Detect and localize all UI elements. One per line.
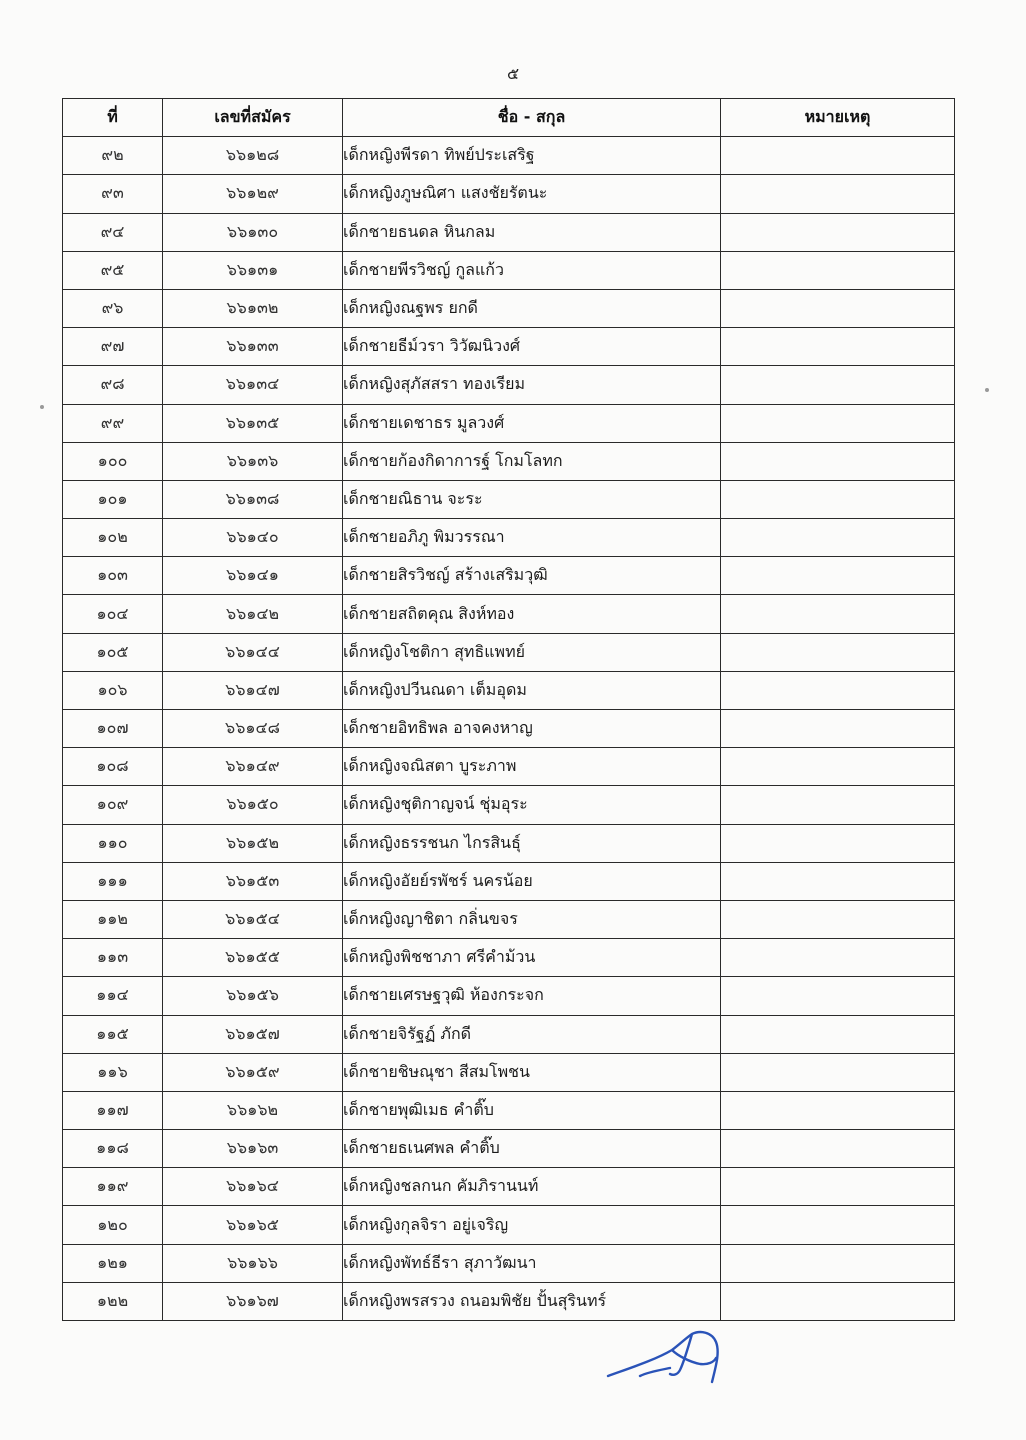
- remarks-cell: [721, 710, 955, 748]
- table-row: [63, 977, 955, 1015]
- table-row: [63, 1091, 955, 1129]
- application-id: ๖๖๑๓๓: [163, 328, 343, 366]
- row-number: ๑๒๐: [63, 1206, 163, 1244]
- student-name: เด็กชายสิรวิชญ์ สร้างเสริมวุฒิ: [343, 557, 721, 595]
- remarks-cell: [721, 862, 955, 900]
- row-number: ๑๐๘: [63, 748, 163, 786]
- application-id: ๖๖๑๕๐: [163, 786, 343, 824]
- student-name: เด็กหญิงชุติกาญจน์ ชุ่มอุระ: [343, 786, 721, 824]
- table-row: [63, 1053, 955, 1091]
- row-number: ๑๑๔: [63, 977, 163, 1015]
- table-row: [63, 824, 955, 862]
- table-row: [63, 328, 955, 366]
- application-id: ๖๖๑๕๙: [163, 1053, 343, 1091]
- remarks-cell: [721, 404, 955, 442]
- table-row: [63, 1130, 955, 1168]
- student-name: เด็กหญิงพรสรวง ถนอมพิชัย ปั้นสุรินทร์: [343, 1282, 721, 1320]
- row-number: ๑๑๙: [63, 1168, 163, 1206]
- table-row: [63, 251, 955, 289]
- roster-table: [62, 98, 955, 1321]
- application-id: ๖๖๑๖๗: [163, 1282, 343, 1320]
- student-name: เด็กชายเศรษฐวุฒิ ห้องกระจก: [343, 977, 721, 1015]
- remarks-cell: [721, 289, 955, 327]
- row-number: ๑๑๖: [63, 1053, 163, 1091]
- remarks-cell: [721, 1206, 955, 1244]
- application-id: ๖๖๑๖๒: [163, 1091, 343, 1129]
- table-header-row: [63, 99, 955, 137]
- row-number: ๙๖: [63, 289, 163, 327]
- remarks-cell: [721, 175, 955, 213]
- remarks-cell: [721, 213, 955, 251]
- table-row: [63, 175, 955, 213]
- table-row: [63, 519, 955, 557]
- table-row: [63, 1244, 955, 1282]
- row-number: ๑๐๖: [63, 671, 163, 709]
- header-application-id: เลขที่สมัคร: [163, 99, 343, 137]
- student-name: เด็กหญิงพิชชาภา ศรีคำม้วน: [343, 939, 721, 977]
- remarks-cell: [721, 977, 955, 1015]
- remarks-cell: [721, 1130, 955, 1168]
- table-row: [63, 557, 955, 595]
- row-number: ๙๙: [63, 404, 163, 442]
- application-id: ๖๖๑๕๒: [163, 824, 343, 862]
- application-id: ๖๖๑๓๕: [163, 404, 343, 442]
- table-row: [63, 900, 955, 938]
- remarks-cell: [721, 366, 955, 404]
- row-number: ๑๑๒: [63, 900, 163, 938]
- row-number: ๑๑๐: [63, 824, 163, 862]
- row-number: ๑๐๐: [63, 442, 163, 480]
- row-number: ๑๐๕: [63, 633, 163, 671]
- table-row: [63, 480, 955, 518]
- table-row: [63, 1206, 955, 1244]
- remarks-cell: [721, 671, 955, 709]
- student-name: เด็กชายก้องกิดาการฐ์ โกมโลทก: [343, 442, 721, 480]
- row-number: ๑๐๔: [63, 595, 163, 633]
- row-number: ๑๐๒: [63, 519, 163, 557]
- student-name: เด็กชายอิทธิพล อาจคงหาญ: [343, 710, 721, 748]
- row-number: ๙๘: [63, 366, 163, 404]
- table-row: [63, 442, 955, 480]
- row-number: ๑๑๘: [63, 1130, 163, 1168]
- application-id: ๖๖๑๒๘: [163, 137, 343, 175]
- header-number: ที่: [63, 99, 163, 137]
- application-id: ๖๖๑๓๑: [163, 251, 343, 289]
- student-name: เด็กหญิงจณิสตา บูระภาพ: [343, 748, 721, 786]
- application-id: ๖๖๑๔๗: [163, 671, 343, 709]
- student-name: เด็กชายสถิตคุณ สิงห์ทอง: [343, 595, 721, 633]
- row-number: ๙๔: [63, 213, 163, 251]
- student-name: เด็กชายธเนศพล คำติ๊บ: [343, 1130, 721, 1168]
- application-id: ๖๖๑๓๘: [163, 480, 343, 518]
- table-row: [63, 1168, 955, 1206]
- application-id: ๖๖๑๔๐: [163, 519, 343, 557]
- student-name: เด็กชายธนดล หินกลม: [343, 213, 721, 251]
- student-name: เด็กชายณิธาน จะระ: [343, 480, 721, 518]
- application-id: ๖๖๑๔๘: [163, 710, 343, 748]
- student-name: เด็กชายธีม์วรา วิวัฒนิวงศ์: [343, 328, 721, 366]
- student-name: เด็กหญิงพีรดา ทิพย์ประเสริฐ: [343, 137, 721, 175]
- table-row: [63, 671, 955, 709]
- row-number: ๙๗: [63, 328, 163, 366]
- application-id: ๖๖๑๖๓: [163, 1130, 343, 1168]
- student-name: เด็กหญิงสุภัสสรา ทองเรียม: [343, 366, 721, 404]
- remarks-cell: [721, 519, 955, 557]
- student-name: เด็กชายเดชาธร มูลวงศ์: [343, 404, 721, 442]
- roster-body: [63, 137, 955, 1321]
- remarks-cell: [721, 824, 955, 862]
- student-name: เด็กหญิงกุลจิรา อยู่เจริญ: [343, 1206, 721, 1244]
- row-number: ๙๕: [63, 251, 163, 289]
- application-id: ๖๖๑๔๒: [163, 595, 343, 633]
- signature: [600, 1318, 730, 1390]
- application-id: ๖๖๑๒๙: [163, 175, 343, 213]
- table-row: [63, 862, 955, 900]
- row-number: ๑๑๑: [63, 862, 163, 900]
- table-row: [63, 633, 955, 671]
- remarks-cell: [721, 748, 955, 786]
- row-number: ๑๑๕: [63, 1015, 163, 1053]
- application-id: ๖๖๑๖๖: [163, 1244, 343, 1282]
- application-id: ๖๖๑๖๕: [163, 1206, 343, 1244]
- table-row: [63, 366, 955, 404]
- table-row: [63, 213, 955, 251]
- student-name: เด็กชายจิรัฐฏ์ ภักดี: [343, 1015, 721, 1053]
- remarks-cell: [721, 328, 955, 366]
- application-id: ๖๖๑๕๔: [163, 900, 343, 938]
- remarks-cell: [721, 786, 955, 824]
- student-name: เด็กหญิงภูษณิศา แสงชัยรัตนะ: [343, 175, 721, 213]
- student-name: เด็กชายอภิภู พิมวรรณา: [343, 519, 721, 557]
- student-name: เด็กหญิงธรรชนก ไกรสินธุ์: [343, 824, 721, 862]
- page-number: ๕: [506, 64, 520, 83]
- student-name: เด็กหญิงอัยย์รพัชร์ นครน้อย: [343, 862, 721, 900]
- student-name: เด็กชายพุฒิเมธ คำติ๊บ: [343, 1091, 721, 1129]
- row-number: ๑๐๗: [63, 710, 163, 748]
- application-id: ๖๖๑๕๓: [163, 862, 343, 900]
- row-number: ๑๑๓: [63, 939, 163, 977]
- student-name: เด็กหญิงโชติกา สุทธิแพทย์: [343, 633, 721, 671]
- application-id: ๖๖๑๕๗: [163, 1015, 343, 1053]
- application-id: ๖๖๑๕๕: [163, 939, 343, 977]
- table-row: [63, 137, 955, 175]
- student-name: เด็กหญิงญาชิตา กลิ่นขจร: [343, 900, 721, 938]
- remarks-cell: [721, 1244, 955, 1282]
- table-row: [63, 289, 955, 327]
- row-number: ๑๑๗: [63, 1091, 163, 1129]
- header-full-name: ชื่อ - สกุล: [343, 99, 721, 137]
- application-id: ๖๖๑๓๐: [163, 213, 343, 251]
- student-name: เด็กหญิงชลกนก คัมภิรานนท์: [343, 1168, 721, 1206]
- remarks-cell: [721, 137, 955, 175]
- remarks-cell: [721, 1053, 955, 1091]
- student-name: เด็กหญิงปวีนณดา เต็มอุดม: [343, 671, 721, 709]
- application-id: ๖๖๑๔๑: [163, 557, 343, 595]
- table-row: [63, 595, 955, 633]
- header-remarks: หมายเหตุ: [721, 99, 955, 137]
- student-name: เด็กหญิงพัทธ์ธีรา สุภาวัฒนา: [343, 1244, 721, 1282]
- application-id: ๖๖๑๖๔: [163, 1168, 343, 1206]
- table-row: [63, 710, 955, 748]
- application-id: ๖๖๑๔๙: [163, 748, 343, 786]
- scan-speck: [985, 388, 989, 392]
- remarks-cell: [721, 900, 955, 938]
- remarks-cell: [721, 251, 955, 289]
- row-number: ๑๐๓: [63, 557, 163, 595]
- table-row: [63, 1282, 955, 1320]
- table-row: [63, 748, 955, 786]
- remarks-cell: [721, 1015, 955, 1053]
- row-number: ๑๐๙: [63, 786, 163, 824]
- remarks-cell: [721, 480, 955, 518]
- row-number: ๙๓: [63, 175, 163, 213]
- application-id: ๖๖๑๓๒: [163, 289, 343, 327]
- remarks-cell: [721, 1168, 955, 1206]
- row-number: ๑๒๑: [63, 1244, 163, 1282]
- scan-speck: [40, 405, 44, 409]
- table-row: [63, 786, 955, 824]
- row-number: ๑๒๒: [63, 1282, 163, 1320]
- application-id: ๖๖๑๔๔: [163, 633, 343, 671]
- application-id: ๖๖๑๓๖: [163, 442, 343, 480]
- remarks-cell: [721, 1091, 955, 1129]
- student-name: เด็กชายชิษณุชา สีสมโพชน: [343, 1053, 721, 1091]
- remarks-cell: [721, 595, 955, 633]
- table-row: [63, 404, 955, 442]
- student-name: เด็กชายพีรวิชญ์ กูลแก้ว: [343, 251, 721, 289]
- remarks-cell: [721, 939, 955, 977]
- table-row: [63, 1015, 955, 1053]
- remarks-cell: [721, 633, 955, 671]
- remarks-cell: [721, 1282, 955, 1320]
- table-row: [63, 939, 955, 977]
- student-name: เด็กหญิงณฐพร ยกดี: [343, 289, 721, 327]
- remarks-cell: [721, 557, 955, 595]
- row-number: ๑๐๑: [63, 480, 163, 518]
- row-number: ๙๒: [63, 137, 163, 175]
- remarks-cell: [721, 442, 955, 480]
- application-id: ๖๖๑๓๔: [163, 366, 343, 404]
- application-id: ๖๖๑๕๖: [163, 977, 343, 1015]
